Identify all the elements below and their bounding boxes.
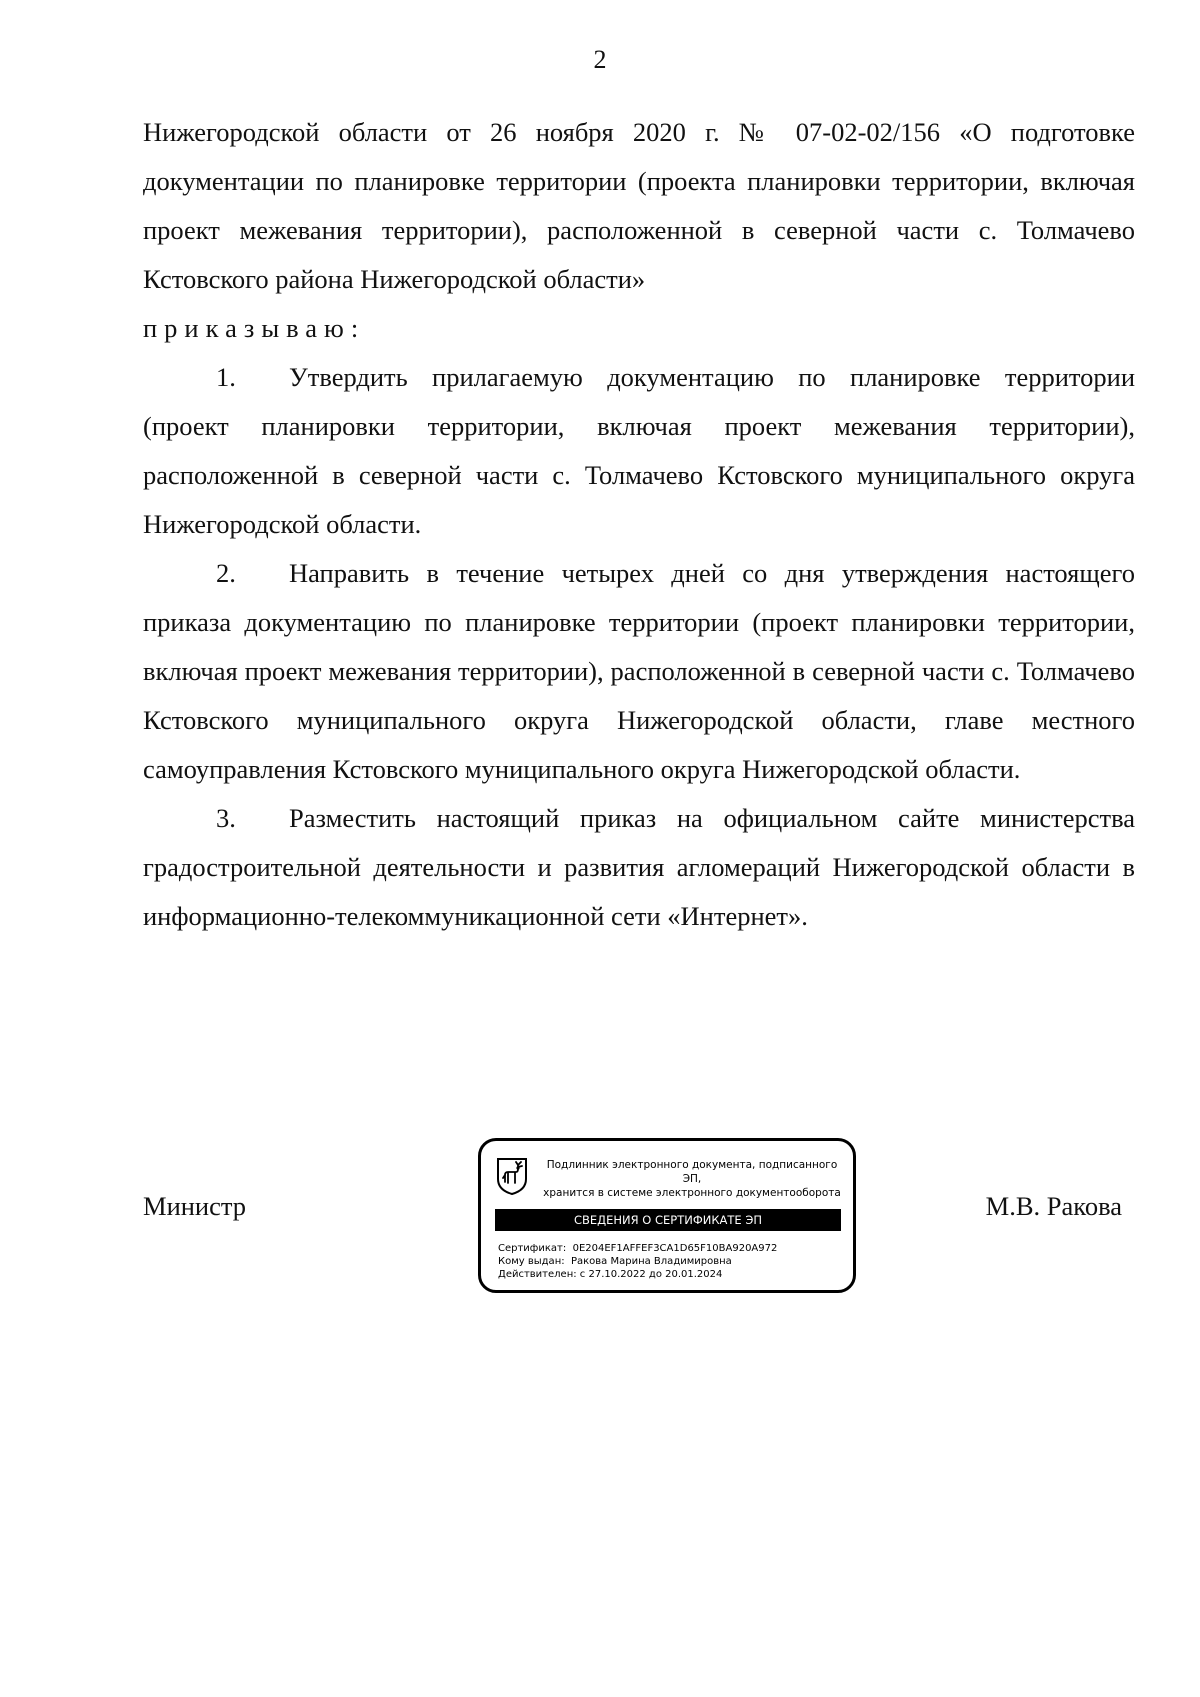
page-number: 2	[593, 45, 607, 74]
certificate-label: Сертификат:	[498, 1243, 567, 1254]
order-item-2	[143, 549, 1135, 794]
order-item-3-number: 3.	[216, 803, 236, 833]
issued-to-line	[498, 1255, 777, 1268]
valid-value: с 27.10.2022 до 20.01.2024	[579, 1269, 723, 1280]
signatory-name: М.В. Ракова	[985, 1191, 1122, 1221]
valid-line	[498, 1268, 777, 1281]
order-item-2-number: 2.	[216, 558, 236, 588]
order-item-1	[143, 353, 1135, 549]
nizhny-novgorod-deer-emblem-icon	[496, 1157, 528, 1195]
intro-paragraph: Нижегородской области от 26 ноября 2020 г. № 07-02-02/156 «О подготовке документации по планировке территории (проекта планировки территории, включая проект межевания территории), расположенной в северной части с. Толмачево Кстовского района Нижегородской области»	[143, 117, 1135, 294]
order-item-3-text: Разместить настоящий приказ на официальном сайте министерства градостроительной деятельности и развития агломераций Нижегородской области в информационно-телекоммуникационной сети «Интернет».	[143, 803, 1135, 931]
order-item-3	[143, 794, 1135, 941]
signatory-position: Министр	[143, 1191, 247, 1221]
stamp-header	[536, 1158, 848, 1200]
order-item-1-text: Утвердить прилагаемую документацию по планировке территории (проект планировки территории, включая проект межевания территории), расположенной в северной части с. Толмачево Кстовского муниципального округа Нижегородской области.	[143, 362, 1135, 539]
stamp-header-line-2: хранится в системе электронного документооборота	[543, 1187, 841, 1199]
certificate-line	[498, 1242, 777, 1255]
stamp-header-line-1: Подлинник электронного документа, подписанного ЭП,	[546, 1159, 838, 1185]
stamp-certificate-title-bar: СВЕДЕНИЯ О СЕРТИФИКАТЕ ЭП	[495, 1209, 841, 1231]
issued-to-label: Кому выдан:	[498, 1256, 565, 1267]
valid-label: Действителен:	[498, 1269, 577, 1280]
order-item-2-text: Направить в течение четырех дней со дня утверждения настоящего приказа документацию по планировке территории (проект планировки территории, включая проект межевания территории), расположенной в северной части с. Толмачево Кстовского муниципального округа Нижегородской области, главе местного самоуправления Кстовского муниципального округа Нижегородской области.	[143, 558, 1135, 784]
order-word: приказываю:	[143, 313, 366, 343]
certificate-value: 0E204EF1AFFEF3CA1D65F10BA920A972	[572, 1243, 778, 1254]
electronic-signature-stamp	[478, 1138, 856, 1293]
stamp-certificate-details	[498, 1242, 777, 1281]
issued-to-value: Ракова Марина Владимировна	[570, 1256, 732, 1267]
document-body	[143, 108, 1135, 941]
order-item-1-number: 1.	[216, 362, 236, 392]
